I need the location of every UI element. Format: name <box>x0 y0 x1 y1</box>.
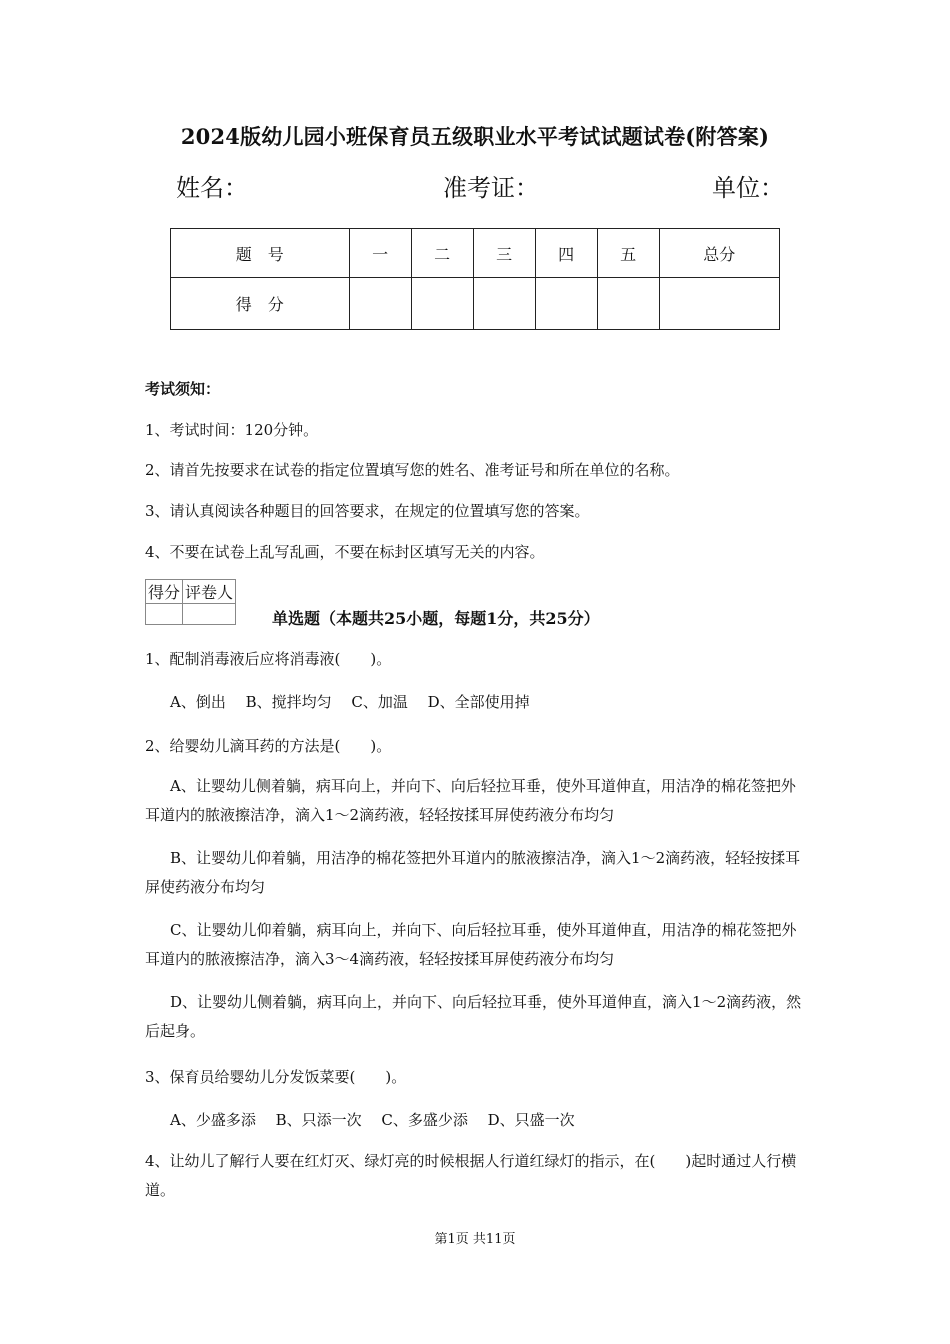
score-cell[interactable] <box>597 278 659 330</box>
question-option-paragraph: C、让婴幼儿仰着躺，病耳向上，并向下、向后轻拉耳垂，使外耳道伸直，用洁净的棉花签把外耳道内的脓液擦洁净，滴入3～4滴药液，轻轻按揉耳屏使药液分布均匀 <box>145 921 797 968</box>
grader-box-score-label: 得分 <box>146 580 183 604</box>
notice-item: 4、不要在试卷上乱写乱画，不要在标封区填写无关的内容。 <box>145 543 545 561</box>
question-options: A、少盛多添 B、只添一次 C、多盛少添 D、只盛一次 <box>170 1111 575 1129</box>
score-table-header-cell: 四 <box>535 229 597 278</box>
notice-item: 3、请认真阅读各种题目的回答要求，在规定的位置填写您的答案。 <box>145 502 590 520</box>
score-table-header-cell: 二 <box>411 229 473 278</box>
score-table <box>170 228 780 330</box>
score-table-header-cell: 五 <box>597 229 659 278</box>
page-footer: 第1页 共11页 <box>434 1232 516 1247</box>
question-options: A、倒出 B、搅拌均匀 C、加温 D、全部使用掉 <box>170 693 530 711</box>
section-title: 单选题（本题共25小题，每题1分，共25分） <box>272 609 600 628</box>
score-table-header-cell: 三 <box>473 229 535 278</box>
candidate-fields <box>0 168 950 204</box>
score-table-score-row <box>171 278 780 330</box>
name-field-label: 姓名： <box>176 174 248 202</box>
notice-title: 考试须知： <box>145 380 221 398</box>
grader-box-grader-cell[interactable] <box>183 604 236 625</box>
grader-box <box>145 579 236 625</box>
document-title: 2024版幼儿园小班保育员五级职业水平考试试题试卷(附答案) <box>180 124 770 149</box>
question-option-paragraph: D、让婴幼儿侧着躺，病耳向上，并向下、向后轻拉耳垂，使外耳道伸直，滴入1～2滴药液，然后起身。 <box>145 993 802 1040</box>
score-row-label: 得 分 <box>171 278 350 330</box>
score-cell[interactable] <box>411 278 473 330</box>
score-cell[interactable] <box>535 278 597 330</box>
grader-box-grader-label: 评卷人 <box>183 580 236 604</box>
notice-item: 1、考试时间：120分钟。 <box>145 421 319 439</box>
exam-id-field-label: 准考证： <box>443 174 539 202</box>
score-table-header-row <box>171 229 780 278</box>
grader-box-score-cell[interactable] <box>146 604 183 625</box>
score-cell[interactable] <box>473 278 535 330</box>
question-stem: 1、配制消毒液后应将消毒液( )。 <box>145 650 392 668</box>
question-option-paragraph: A、让婴幼儿侧着躺，病耳向上，并向下、向后轻拉耳垂，使外耳道伸直，用洁净的棉花签把外耳道内的脓液擦洁净，滴入1～2滴药液，轻轻按揉耳屏使药液分布均匀 <box>145 777 796 824</box>
question-option-paragraph: B、让婴幼儿仰着躺，用洁净的棉花签把外耳道内的脓液擦洁净，滴入1～2滴药液，轻轻按揉耳屏使药液分布均匀 <box>145 849 801 896</box>
question-stem: 3、保育员给婴幼儿分发饭菜要( )。 <box>145 1068 407 1086</box>
score-table-header-cell: 一 <box>349 229 411 278</box>
score-table-header-cell: 题 号 <box>171 229 350 278</box>
unit-field-label: 单位： <box>712 174 784 202</box>
score-table-header-cell: 总分 <box>659 229 779 278</box>
notice-item: 2、请首先按要求在试卷的指定位置填写您的姓名、准考证号和所在单位的名称。 <box>145 461 680 479</box>
score-cell[interactable] <box>659 278 779 330</box>
score-cell[interactable] <box>349 278 411 330</box>
question-stem: 4、让幼儿了解行人要在红灯灭、绿灯亮的时候根据人行道红绿灯的指示，在( )起时通过人行横道。 <box>145 1152 797 1199</box>
question-stem: 2、给婴幼儿滴耳药的方法是( )。 <box>145 737 392 755</box>
